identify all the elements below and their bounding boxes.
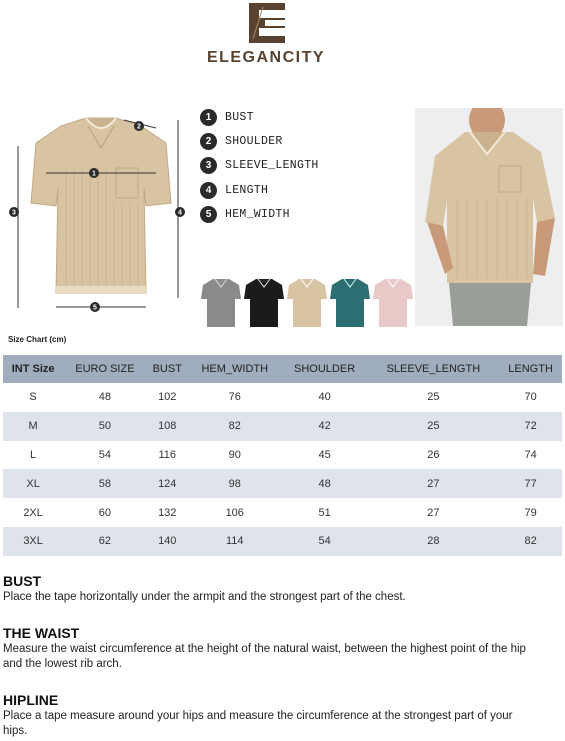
table-row	[3, 441, 562, 470]
table-cell: 114	[188, 527, 282, 556]
legend-item-sleeve-length	[200, 156, 319, 174]
size-chart-title: Size Chart (cm)	[8, 335, 67, 344]
legend-label: SHOULDER	[225, 134, 283, 148]
table-cell: 42	[282, 412, 368, 441]
table-cell: 124	[147, 469, 188, 498]
table-cell: 82	[188, 412, 282, 441]
table-cell: L	[30, 448, 37, 461]
table-cell: 27	[427, 506, 440, 519]
legend-label: HEM_WIDTH	[225, 207, 290, 221]
table-cell: 72	[499, 412, 562, 441]
table-cell: 62	[63, 527, 146, 556]
table-cell: M	[3, 412, 63, 441]
table-row	[3, 383, 562, 412]
table-row	[3, 412, 562, 441]
table-cell: 60	[98, 506, 112, 519]
model-photo	[415, 108, 563, 326]
brand-logo	[0, 0, 565, 80]
table-cell: 50	[63, 412, 146, 441]
table-cell: 26	[427, 448, 440, 461]
thumb-teal-shirt	[330, 279, 370, 327]
section-heading: HIPLINE	[3, 692, 59, 708]
legend-number: 1	[200, 109, 217, 126]
legend-item-hem-width	[200, 205, 290, 223]
section-text: Place a tape measure around your hips and measure the circumference at the strongest part of your hips.	[3, 710, 513, 737]
thumb-pink-shirt	[373, 279, 413, 327]
table-cell: 3XL	[3, 527, 63, 556]
section-hipline	[3, 692, 533, 739]
column-header: SLEEVE_LENGTH	[368, 355, 500, 383]
table-cell: 48	[282, 469, 368, 498]
legend-label: SLEEVE_LENGTH	[225, 158, 319, 172]
measurement-diagram	[6, 108, 196, 318]
legend-number: 5	[200, 206, 217, 223]
table-cell: 90	[228, 448, 241, 461]
table-cell: 70	[524, 391, 537, 404]
table-cell: 27	[368, 469, 500, 498]
table-header-row	[3, 355, 562, 383]
size-chart-table	[3, 355, 562, 556]
section-bust	[3, 573, 543, 605]
table-cell: 2XL	[23, 506, 43, 519]
brand-name: ELEGANCITY	[206, 49, 326, 66]
shirt-flat-illustration	[31, 118, 171, 293]
column-header: LENGTH	[499, 355, 562, 383]
table-cell: 48	[98, 391, 112, 404]
table-cell: 45	[318, 448, 331, 461]
thumb-black-shirt	[244, 279, 284, 327]
table-cell: 51	[318, 506, 331, 519]
section-text: Measure the waist circumference at the height of the natural waist, between the highest point of the hip and the lowest rib arch.	[3, 643, 526, 670]
table-cell: 25	[427, 391, 440, 404]
table-cell: 25	[368, 412, 500, 441]
legend-label: LENGTH	[225, 183, 269, 197]
marker-4-label: 4	[178, 209, 182, 217]
marker-1-label: 1	[92, 170, 96, 178]
table-cell: 140	[147, 527, 188, 556]
column-header: EURO SIZE	[63, 355, 146, 383]
column-header: INT Size	[3, 355, 63, 383]
table-cell: 106	[225, 506, 244, 519]
table-row	[3, 498, 562, 527]
table-cell: XL	[3, 469, 63, 498]
section-heading: THE WAIST	[3, 625, 80, 641]
legend-item-shoulder	[200, 132, 283, 150]
column-header: SHOULDER	[282, 355, 368, 383]
table-cell: 74	[524, 448, 537, 461]
table-cell: 54	[282, 527, 368, 556]
thumb-khaki-shirt	[287, 279, 327, 327]
logo-mark-icon	[249, 3, 285, 43]
legend-number: 3	[200, 157, 217, 174]
table-cell: S	[29, 391, 37, 404]
section-heading: BUST	[3, 573, 42, 589]
table-cell: 102	[158, 391, 177, 404]
table-row	[3, 469, 562, 498]
marker-3-label: 3	[12, 209, 16, 217]
table-row	[3, 527, 562, 556]
table-cell: 77	[499, 469, 562, 498]
legend-number: 4	[200, 182, 217, 199]
table-cell: 76	[228, 391, 241, 404]
legend-number: 2	[200, 133, 217, 150]
section-text: Place the tape horizontally under the armpit and the strongest part of the chest.	[3, 591, 406, 603]
table-cell: 82	[499, 527, 562, 556]
table-cell: 79	[524, 506, 537, 519]
table-cell: 98	[188, 469, 282, 498]
legend-item-length	[200, 181, 268, 199]
table-cell: 132	[158, 506, 177, 519]
color-variant-thumbnails	[199, 277, 415, 329]
table-cell: 54	[98, 448, 112, 461]
column-header: BUST	[147, 355, 188, 383]
legend-label: BUST	[225, 110, 254, 124]
section-waist	[3, 625, 538, 672]
table-cell: 40	[318, 391, 331, 404]
table-cell: 108	[147, 412, 188, 441]
column-header: HEM_WIDTH	[188, 355, 282, 383]
legend-item-bust	[200, 108, 254, 126]
marker-2-label: 2	[137, 123, 141, 131]
table-cell: 116	[158, 448, 177, 461]
table-cell: 58	[63, 469, 146, 498]
marker-5-label: 5	[93, 304, 97, 312]
thumb-gray-shirt	[201, 279, 241, 327]
table-cell: 28	[368, 527, 500, 556]
